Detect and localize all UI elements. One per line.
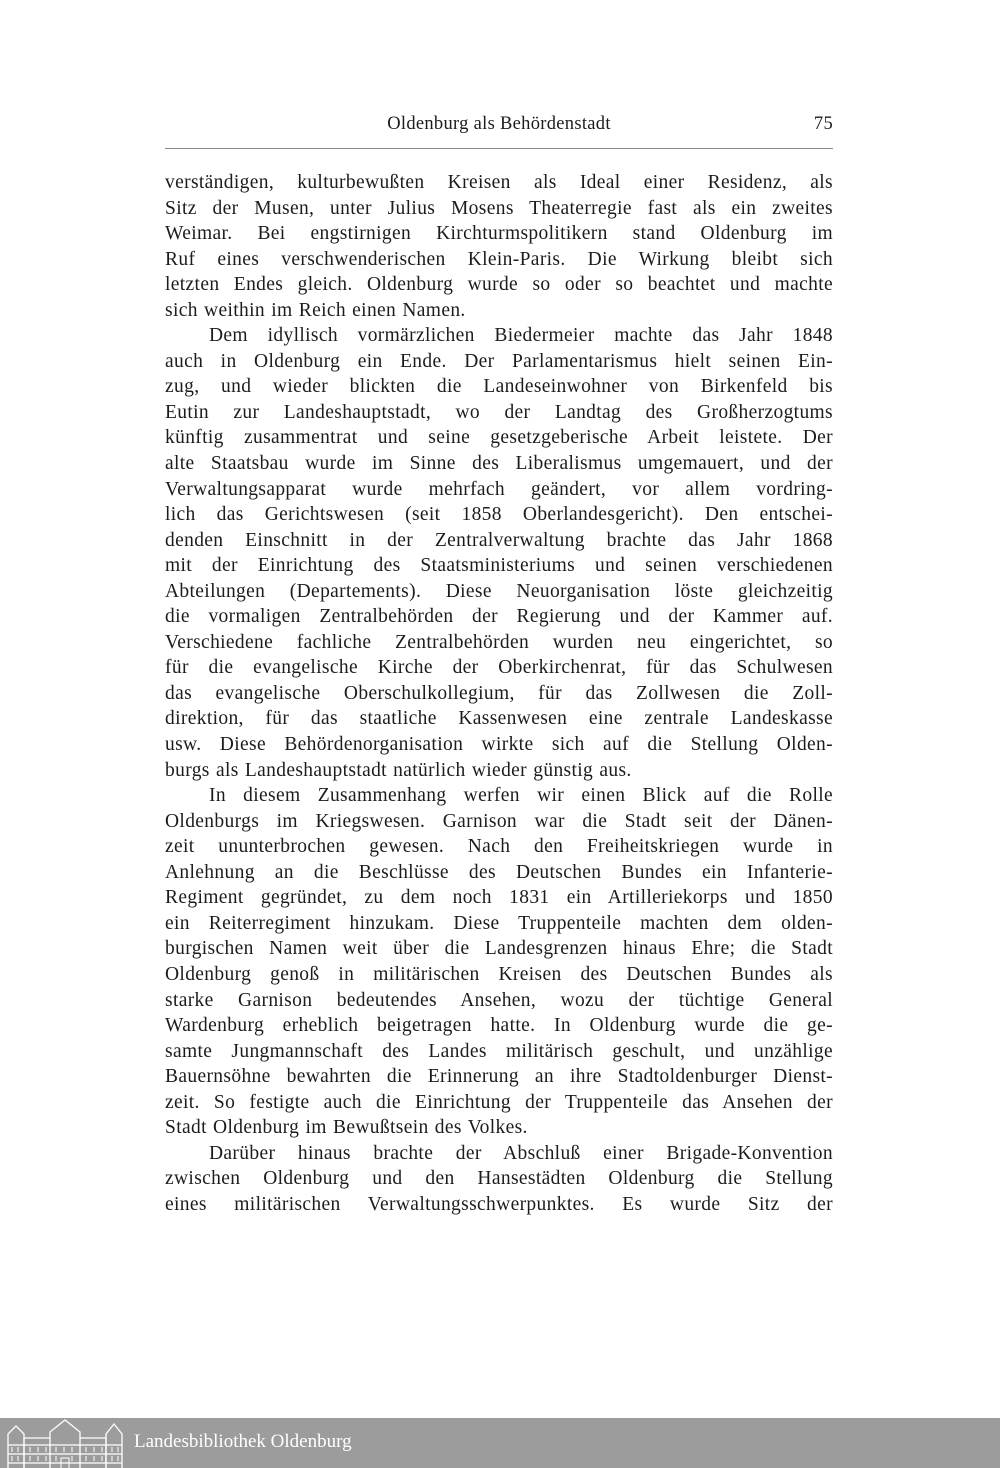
text-line: Anlehnung an die Beschlüsse des Deutschen Bundes ein Infanterie- (165, 861, 833, 883)
text-line: Oldenburgs im Kriegswesen. Garnison war die Stadt seit der Dänen- (165, 810, 833, 832)
text-line: sich weithin im Reich einen Namen. (165, 299, 466, 321)
text-line: eines militärischen Verwaltungsschwerpunktes. Es wurde Sitz der (165, 1193, 833, 1215)
text-line: das evangelische Oberschulkollegium, für das Zollwesen die Zoll- (165, 682, 833, 704)
page-number: 75 (813, 114, 833, 134)
library-building-icon (6, 1418, 124, 1468)
text-line: künftig zusammentrat und seine gesetzgeberische Arbeit leistete. Der (165, 427, 833, 449)
library-name: Landesbibliothek Oldenburg (134, 1431, 352, 1452)
text-line: Verwaltungsapparat wurde mehrfach geändert, vor allem vordring- (165, 478, 833, 500)
text-line: usw. Diese Behördenorganisation wirkte sich auf die Stellung Olden- (165, 734, 833, 756)
text-line: In diesem Zusammenhang werfen wir einen Blick auf die Rolle (209, 785, 833, 807)
text-line: Abteilungen (Departements). Diese Neuorganisation löste gleichzeitig (165, 580, 833, 602)
running-header (165, 114, 833, 140)
text-line: Wardenburg erheblich beigetragen hatte. In Oldenburg wurde die ge- (165, 1015, 833, 1037)
text-line: burgs als Landeshauptstadt natürlich wieder günstig aus. (165, 759, 632, 781)
text-line: Regiment gegründet, zu dem noch 1831 ein Artilleriekorps und 1850 (165, 887, 833, 909)
text-line: die vormaligen Zentralbehörden der Regierung und der Kammer auf. (165, 606, 833, 628)
running-title: Oldenburg als Behördenstadt (387, 114, 611, 134)
text-line: mit der Einrichtung des Staatsministeriums und seinen verschiedenen (165, 555, 833, 577)
text-line: verständigen, kulturbewußten Kreisen als Ideal einer Residenz, als (165, 172, 833, 193)
text-line: auch in Oldenburg ein Ende. Der Parlamentarismus hielt seinen Ein- (165, 350, 833, 372)
text-line: Dem idyllisch vormärzlichen Biedermeier machte das Jahr 1848 (209, 325, 833, 347)
text-line: zeit ununterbrochen gewesen. Nach den Freiheitskriegen wurde in (165, 836, 833, 858)
body-text (165, 170, 833, 1217)
text-line: für die evangelische Kirche der Oberkirchenrat, für das Schulwesen (165, 657, 833, 679)
text-line: alte Staatsbau wurde im Sinne des Liberalismus umgemauert, und der (165, 453, 833, 475)
text-line: zeit. So festigte auch die Einrichtung der Truppenteile das Ansehen der (165, 1091, 833, 1113)
text-line: direktion, für das staatliche Kassenwesen eine zentrale Landeskasse (165, 708, 833, 730)
text-line: Weimar. Bei engstirnigen Kirchturmspolitikern stand Oldenburg im (165, 223, 833, 245)
text-line: zwischen Oldenburg und den Hansestädten Oldenburg die Stellung (165, 1168, 833, 1190)
text-line: Stadt Oldenburg im Bewußtsein des Volkes. (165, 1117, 528, 1139)
text-line: Ruf eines verschwenderischen Klein-Paris. Die Wirkung bleibt sich (165, 248, 833, 270)
text-line: Verschiedene fachliche Zentralbehörden wurden neu eingerichtet, so (165, 631, 833, 653)
text-line: Darüber hinaus brachte der Abschluß einer Brigade-Konvention (209, 1142, 833, 1164)
text-line: ein Reiterregiment hinzukam. Diese Truppenteile machten dem olden- (165, 912, 833, 934)
text-line: Eutin zur Landeshauptstadt, wo der Landtag des Großherzogtums (165, 401, 833, 423)
text-line: samte Jungmannschaft des Landes militärisch geschult, und unzählige (165, 1040, 833, 1062)
text-line: starke Garnison bedeutendes Ansehen, wozu der tüchtige General (165, 989, 833, 1011)
text-line: letzten Endes gleich. Oldenburg wurde so oder so beachtet und machte (165, 274, 833, 296)
text-line: Sitz der Musen, unter Julius Mosens Theaterregie fast als ein zweites (165, 197, 833, 219)
text-line: burgischen Namen weit über die Landesgrenzen hinaus Ehre; die Stadt (165, 938, 833, 960)
text-line: denden Einschnitt in der Zentralverwaltung brachte das Jahr 1868 (165, 529, 833, 551)
text-line: zug, und wieder blickten die Landeseinwohner von Birkenfeld bis (165, 376, 833, 398)
footer-bar (0, 1418, 1000, 1468)
text-line: Bauernsöhne bewahrten die Erinnerung an ihre Stadtoldenburger Dienst- (165, 1066, 833, 1088)
header-rule (165, 148, 833, 149)
text-line: Oldenburg genoß in militärischen Kreisen des Deutschen Bundes als (165, 963, 833, 985)
text-line: lich das Gerichtswesen (seit 1858 Oberlandesgericht). Den entschei- (165, 504, 833, 526)
